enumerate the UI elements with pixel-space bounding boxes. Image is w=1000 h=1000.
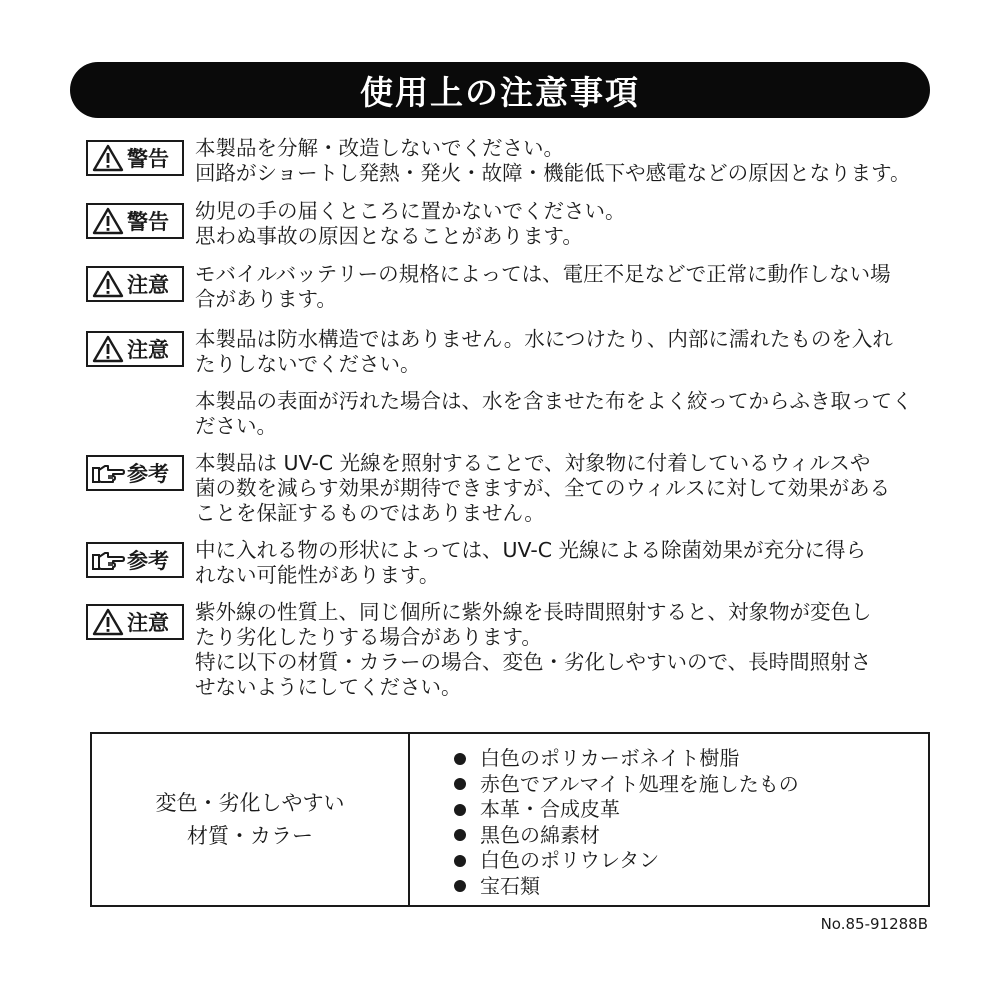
list-item bbox=[454, 848, 928, 874]
bullet-icon bbox=[454, 855, 466, 867]
warning-triangle-icon bbox=[91, 334, 125, 364]
warning-triangle-icon bbox=[91, 143, 125, 173]
warning-triangle-icon bbox=[91, 269, 125, 299]
notice-line: たりしないでください。 bbox=[195, 352, 421, 376]
notice-line: たり劣化したりする場合があります。 bbox=[195, 625, 542, 649]
notice-line: 中に入れる物の形状によっては、UV-C 光線による除菌効果が充分に得ら bbox=[195, 538, 867, 562]
notice-line: せないようにしてください。 bbox=[195, 675, 462, 699]
bullet-icon bbox=[454, 804, 466, 816]
notice-text bbox=[195, 199, 937, 249]
list-item-label: 白色のポリカーボネイト樹脂 bbox=[480, 746, 740, 770]
list-item bbox=[454, 823, 928, 849]
notice-text bbox=[195, 136, 937, 186]
notice-line: 思わぬ事故の原因となることがあります。 bbox=[195, 224, 583, 248]
badge-label: 注意 bbox=[127, 338, 169, 362]
badge-label: 警告 bbox=[127, 210, 169, 234]
notice-line: 特に以下の材質・カラーの場合、変色・劣化しやすいので、長時間照射さ bbox=[195, 650, 872, 674]
notice-line: 本製品は防水構造ではありません。水につけたり、内部に濡れたものを入れ bbox=[195, 327, 893, 351]
badge-label: 注意 bbox=[127, 273, 169, 297]
pointing-hand-icon bbox=[91, 458, 125, 488]
list-item-label: 宝石類 bbox=[480, 873, 540, 898]
notice-text bbox=[195, 538, 937, 588]
list-item bbox=[454, 797, 928, 823]
notice-line: ことを保証するものではありません。 bbox=[195, 501, 545, 525]
list-item-label: 本革・合成皮革 bbox=[480, 797, 620, 821]
notice-line: 回路がショートし発熱・発火・故障・機能低下や感電などの原因となります。 bbox=[195, 161, 911, 185]
list-item bbox=[454, 772, 928, 798]
materials-table-header bbox=[92, 734, 410, 905]
bullet-icon bbox=[454, 880, 466, 892]
title-bar bbox=[70, 62, 930, 118]
bullet-icon bbox=[454, 753, 466, 765]
notice-line: 幼児の手の届くところに置かないでください。 bbox=[195, 199, 626, 223]
notice-text bbox=[195, 327, 937, 439]
notice-line: 本製品の表面が汚れた場合は、水を含ませた布をよく絞ってからふき取ってく bbox=[195, 389, 913, 413]
notice-line: 合があります。 bbox=[195, 287, 337, 311]
pointing-hand-icon bbox=[91, 545, 125, 575]
notice-text bbox=[195, 451, 937, 526]
page-title: 使用上の注意事項 bbox=[360, 72, 640, 112]
warning-triangle-icon bbox=[91, 607, 125, 637]
warning-triangle-icon bbox=[91, 206, 125, 236]
badge-label: 警告 bbox=[127, 147, 169, 171]
materials-table bbox=[90, 732, 930, 907]
notice-text bbox=[195, 262, 937, 312]
notice-line: 本製品を分解・改造しないでください。 bbox=[195, 136, 564, 160]
notice-line: ださい。 bbox=[195, 414, 277, 438]
list-item-label: 白色のポリウレタン bbox=[480, 848, 660, 872]
reference-badge bbox=[86, 455, 184, 491]
badge-label: 参考 bbox=[127, 549, 169, 573]
warning-badge bbox=[86, 203, 184, 239]
list-item-label: 黒色の綿素材 bbox=[480, 822, 600, 847]
materials-header-line: 材質・カラー bbox=[187, 823, 313, 848]
notice-line: 本製品は UV-C 光線を照射することで、対象物に付着しているウィルスや bbox=[195, 451, 871, 475]
materials-header-line: 変色・劣化しやすい bbox=[155, 790, 345, 815]
warning-badge bbox=[86, 140, 184, 176]
list-item-label: 赤色でアルマイト処理を施したもの bbox=[480, 771, 799, 796]
notice-line: 紫外線の性質上、同じ個所に紫外線を長時間照射すると、対象物が変色し bbox=[195, 600, 872, 624]
caution-badge bbox=[86, 604, 184, 640]
badge-label: 注意 bbox=[127, 611, 169, 635]
notice-line: 菌の数を減らす効果が期待できますが、全てのウィルスに対して効果がある bbox=[195, 476, 891, 500]
notice-line: モバイルバッテリーの規格によっては、電圧不足などで正常に動作しない場 bbox=[195, 262, 891, 286]
materials-list bbox=[410, 734, 928, 905]
notice-text bbox=[195, 600, 937, 700]
caution-badge bbox=[86, 331, 184, 367]
notice-line: れない可能性があります。 bbox=[195, 563, 440, 587]
bullet-icon bbox=[454, 778, 466, 790]
list-item bbox=[454, 874, 928, 900]
reference-badge bbox=[86, 542, 184, 578]
document-number: No.85-91288B bbox=[820, 915, 928, 933]
badge-label: 参考 bbox=[127, 462, 169, 486]
caution-badge bbox=[86, 266, 184, 302]
bullet-icon bbox=[454, 829, 466, 841]
list-item bbox=[454, 746, 928, 772]
